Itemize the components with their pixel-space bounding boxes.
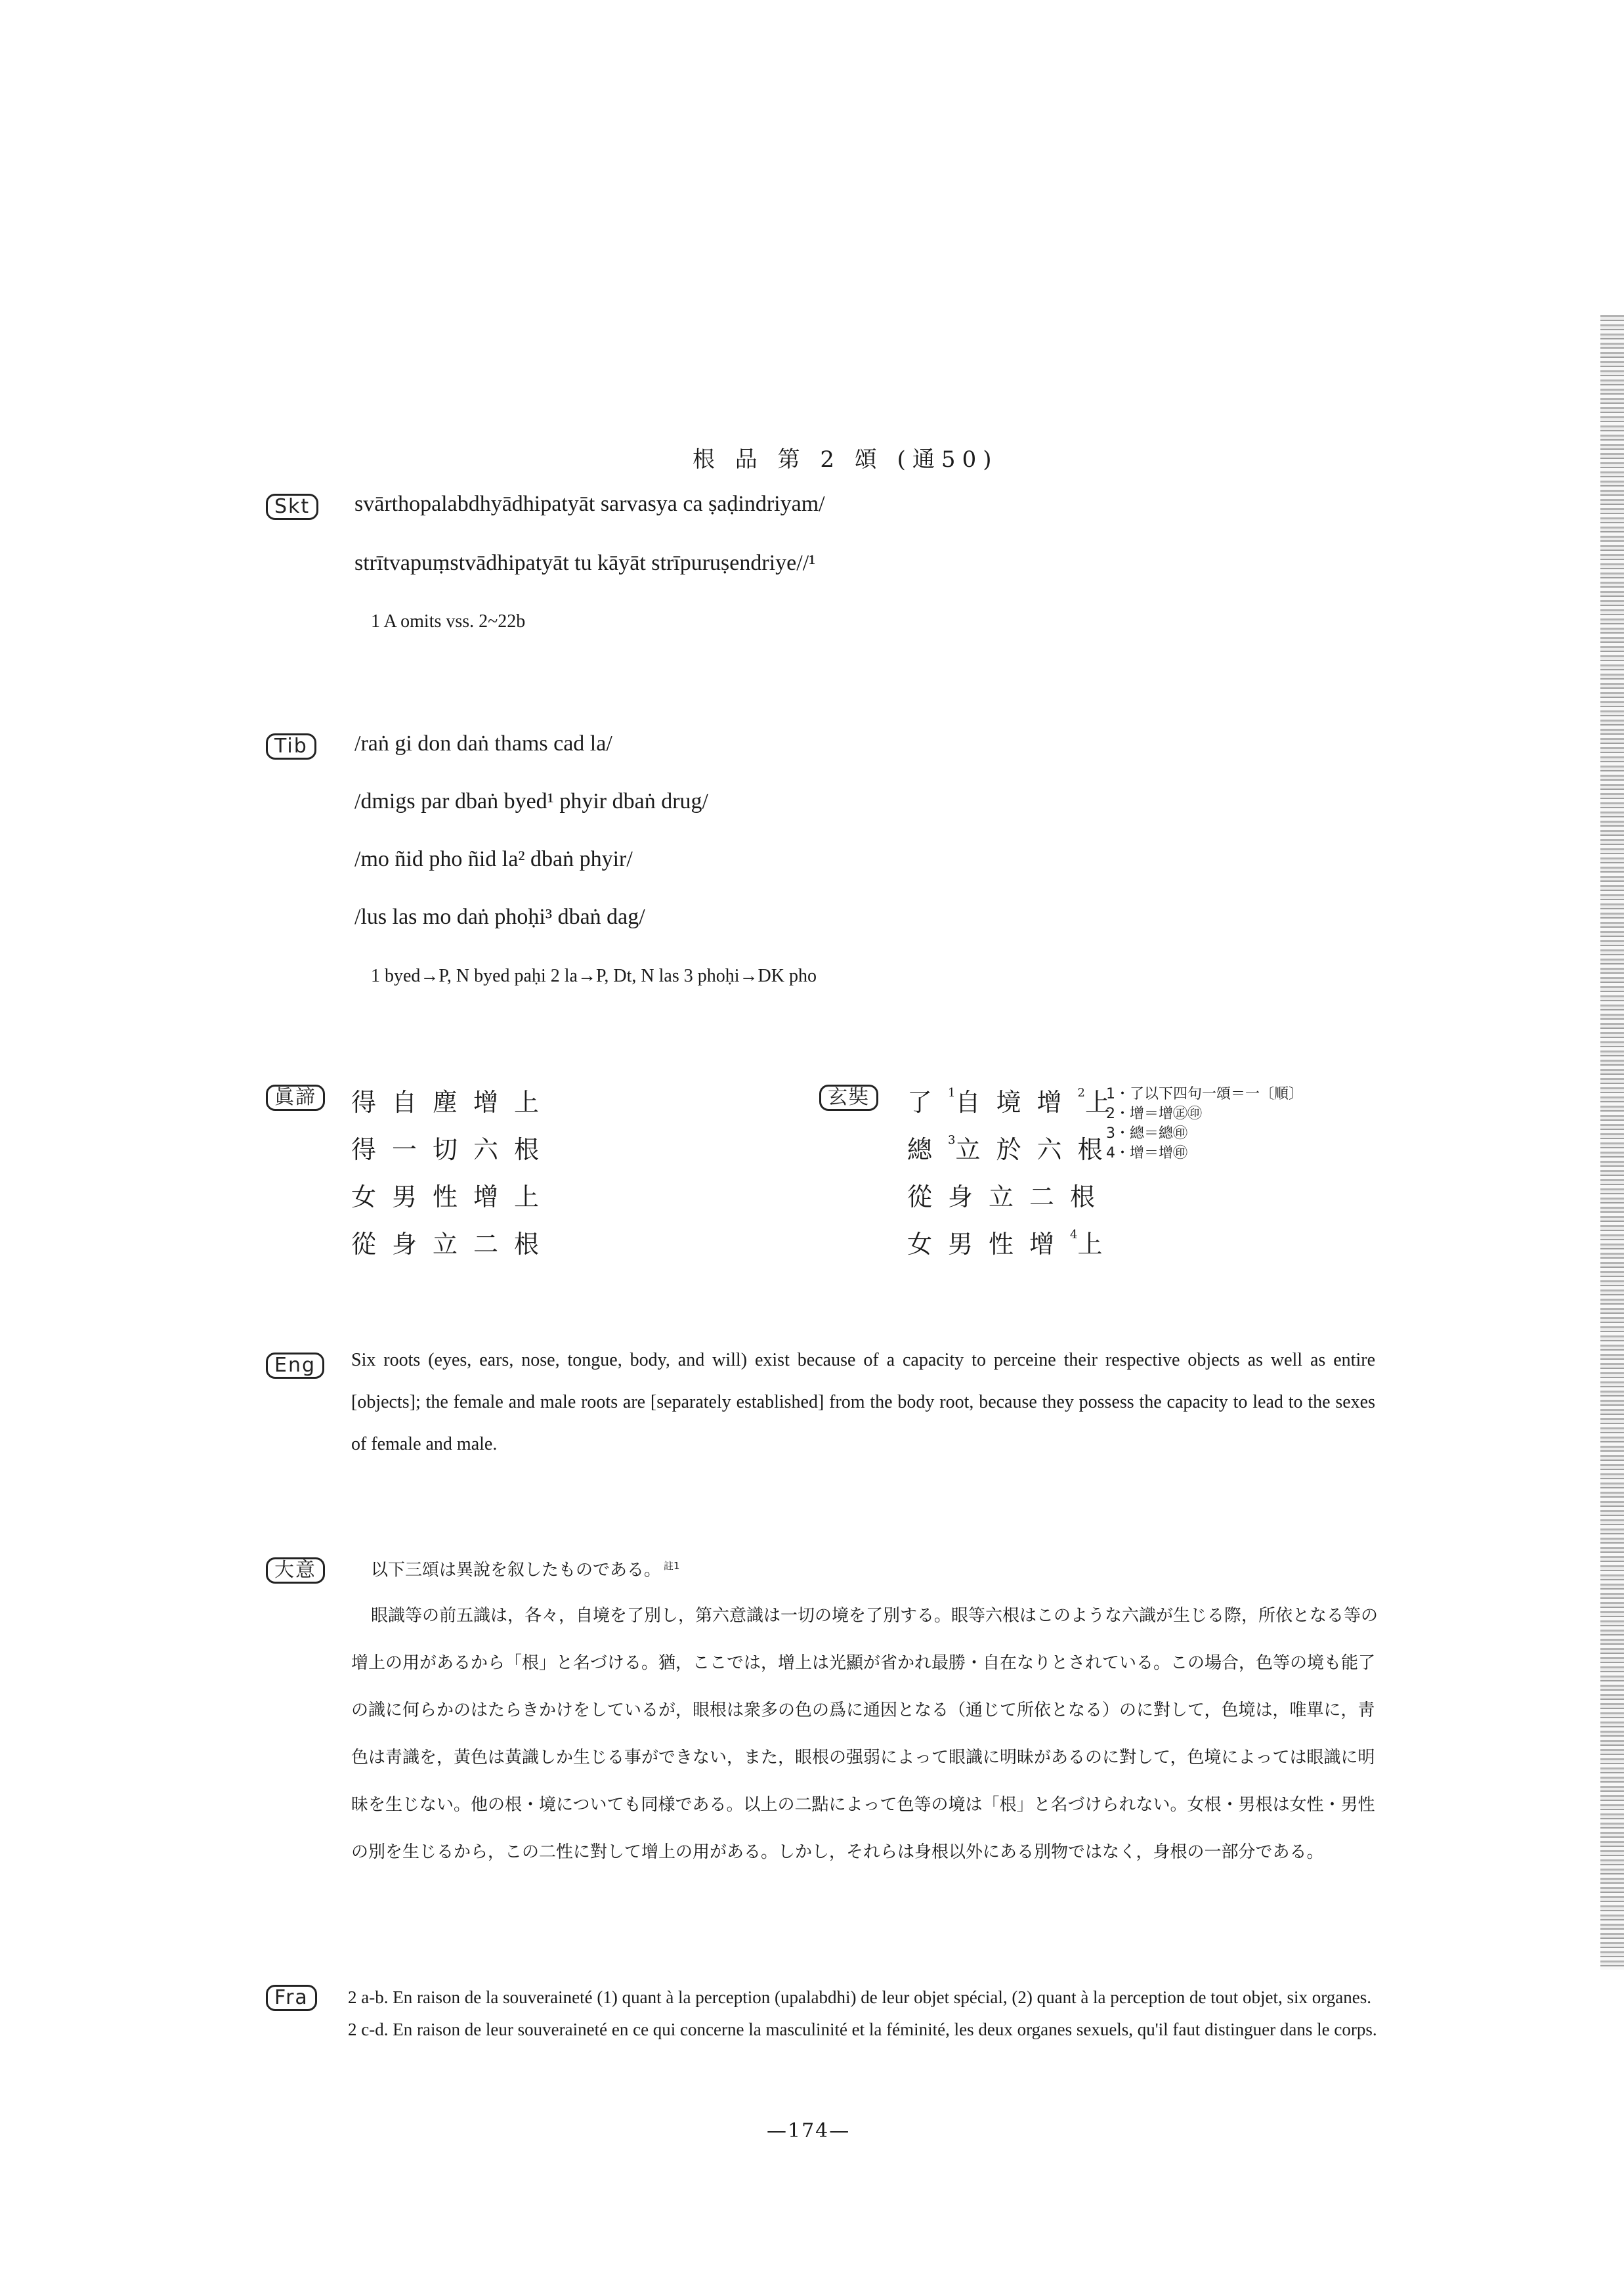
- xuanzang-verse-line-2: 總$^3$立於六根: [907, 1133, 1119, 1164]
- tib-verse-line-3: /mo ñid pho ñid la² dbaṅ phyir/: [354, 847, 633, 871]
- tib-footnote: 1 byed→P, N byed paḥi 2 la→P, Dt, N las 3 phoḥi→DK pho: [371, 966, 817, 986]
- skt-label: Skt: [266, 494, 318, 520]
- eng-label: Eng: [266, 1353, 324, 1379]
- zhenti-verse-line-4: 從身立二根: [351, 1230, 555, 1259]
- taii-lead-text: 以下三頌は異說を叙したものである。: [371, 1560, 662, 1580]
- taii-label: 大意: [266, 1557, 325, 1584]
- xuanzang-verse-line-1: 了$^1$自境增$^2$上: [907, 1086, 1126, 1117]
- zhenti-label: 眞諦: [266, 1085, 325, 1111]
- xuanzang-notes: [1106, 1085, 1303, 1163]
- fra-paragraph-2: 2 c-d. En raison de leur souveraineté en ce qui concerne la masculinité et la féminité, les deux organes sexuels, qu'il faut distinguer dans le corps.: [348, 2020, 1377, 2039]
- fra-paragraph-1: 2 a-b. En raison de la souveraineté (1) quant à la perception (upalabdhi) de leur objet spécial, (2) quant à la perception de tout objet, six organes.: [348, 1987, 1371, 2007]
- xuanzang-verse-line-4: 女男性增$^4$上: [907, 1228, 1119, 1259]
- xuanzang-note: 2・增＝增㊣㊞: [1106, 1106, 1202, 1122]
- tib-label: Tib: [266, 733, 316, 760]
- xuanzang-note: 4・增＝增㊞: [1106, 1145, 1187, 1161]
- xuanzang-verse-line-3: 從身立二根: [907, 1182, 1111, 1211]
- taii-paragraph: 眼識等の前五識は，各々，自境を了別し，第六意識は一切の境を了別する。眼等六根はこのような六識が生じる際，所依となる等の增上の用があるから「根」と名づける。猶，ここでは，增上は光顯が省かれ最勝・自在なりとされている。この場合，色等の境も能了の識に何らかのはたらきかけをしているが，眼根は衆多の色の爲に通因となる（通じて所依となる）のに對して，色境は，唯單に，靑色は靑識を，黃色は黃識しか生じる事ができない，また，眼根の强弱によって眼識に明昧があるのに對して，色境によっては眼識に明昧を生じない。他の根・境についても同様である。以上の二點によって色等の境は「根」と名づけられない。女根・男根は女性・男性の別を生じるから，この二性に對して增上の用がある。しかし，それらは身根以外にある別物ではなく，身根の一部分である。: [351, 1606, 1378, 1862]
- xuanzang-label: 玄奘: [819, 1085, 878, 1111]
- eng-translation: Six roots (eyes, ears, nose, tongue, body, and will) exist because of a capacity to perceine their respective objects as well as entire [objects]; the female and male roots are [separately established] from the body root, because they possess the capacity to lead to the sexes of female and male.: [351, 1350, 1375, 1454]
- xuanzang-note: 1・了以下四句一頌＝一〔順〕: [1106, 1086, 1303, 1102]
- skt-footnote: 1 A omits vss. 2~22b: [371, 611, 526, 632]
- tib-verse-line-2: /dmigs par dbaṅ byed¹ phyir dbaṅ drug/: [354, 789, 708, 813]
- skt-verse-line-2: strītvapuṃstvādhipatyāt tu kāyāt strīpuruṣendriye//¹: [354, 551, 816, 575]
- page-number: —174—: [767, 2119, 851, 2142]
- fra-translation: [348, 1982, 1377, 2046]
- tib-verse-line-1: /raṅ gi don daṅ thams cad la/: [354, 731, 612, 756]
- taii-lead: [371, 1546, 680, 1590]
- zhenti-verse-line-3: 女男性增上: [351, 1182, 555, 1211]
- xuanzang-note: 3・總＝總㊞: [1106, 1125, 1187, 1142]
- scanned-page-edge: [1600, 315, 1624, 1970]
- taii-lead-note: 註1: [664, 1560, 680, 1572]
- zhenti-verse-line-2: 得一切六根: [351, 1135, 555, 1164]
- skt-verse-line-1: svārthopalabdhyādhipatyāt sarvasya ca ṣaḍindriyam/: [354, 492, 825, 516]
- zhenti-verse-line-1: 得自塵增上: [351, 1088, 555, 1117]
- fra-label: Fra: [266, 1985, 317, 2011]
- tib-verse-line-4: /lus las mo daṅ phoḥi³ dbaṅ dag/: [354, 905, 645, 929]
- taii-body: [351, 1592, 1378, 1876]
- page-title: 根 品 第 2 頌 (通50): [693, 446, 998, 473]
